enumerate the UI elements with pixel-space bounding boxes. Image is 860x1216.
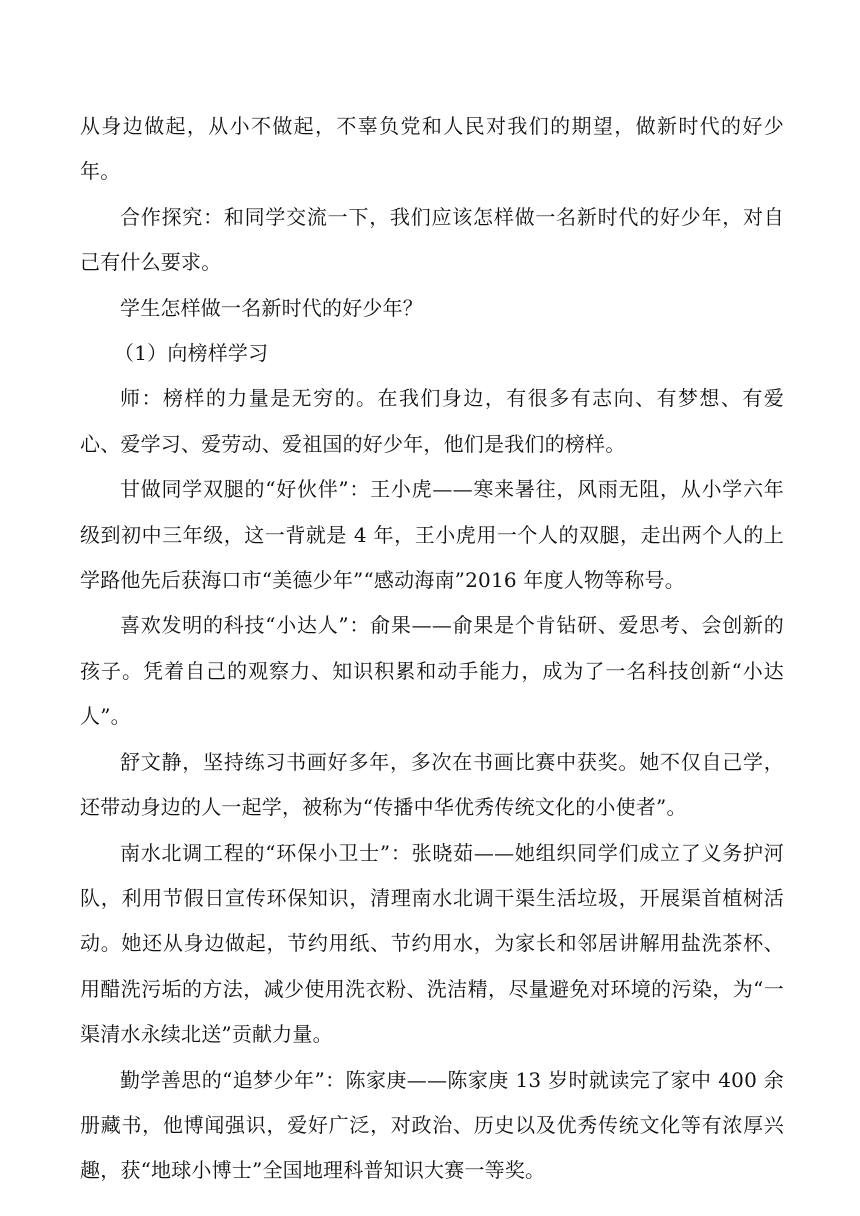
paragraph-teacher: 师：榜样的力量是无穷的。在我们身边，有很多有志向、有梦想、有爱心、爱学习、爱劳动、爱祖国的好少年，他们是我们的榜样。 [80,386,784,456]
paragraph-chen-jiageng: 勤学善思的“追梦少年”：陈家庚——陈家庚 13 岁时就读完了家中 400 余册藏书，他博闻强识，爱好广泛，对政治、历史以及优秀传统文化等有浓厚兴趣，获“地球小博士”全国地理科普知识大赛一等奖。 [80,1067,784,1183]
paragraph-shu-wenjing: 舒文静，坚持练习书画好多年，多次在书画比赛中获奖。她不仅自己学，还带动身边的人一起学，被称为“传播中华优秀传统文化的小使者”。 [80,749,784,820]
paragraph-wang-xiaohu: 甘做同学双腿的“好伙伴”：王小虎——寒来暑往，风雨无阻，从小学六年级到初中三年级，这一背就是 4 年，王小虎用一个人的双腿，走出两个人的上学路他先后获海口市“美德少年”“感动海南”2016 年度人物等称号。 [80,477,784,593]
paragraph-cooperative-inquiry: 合作探究：和同学交流一下，我们应该怎样做一名新时代的好少年，对自己有什么要求。 [80,204,784,275]
paragraph-continuation: 从身边做起，从小不做起，不辜负党和人民对我们的期望，做新时代的好少年。 [80,114,784,184]
paragraph-zhang-xiaoru: 南水北调工程的“环保小卫士”：张晓茹——她组织同学们成立了义务护河队，利用节假日宣传环保知识，清理南水北调干渠生活垃圾，开展渠首植树活动。她还从身边做起，节约用纸、节约用水，为家长和邻居讲解用盐洗茶杯、用醋洗污垢的方法，减少使用洗衣粉、洗洁精，尽量避免对环境的污染，为“一渠清水永续北送”贡献力量。 [80,840,784,1047]
section-heading-learn-from-role-models: （1）向榜样学习 [114,341,269,366]
paragraph-yu-guo: 喜欢发明的科技“小达人”：俞果——俞果是个肯钻研、爱思考、会创新的孩子。凭着自己的观察力、知识积累和动手能力，成为了一名科技创新“小达人”。 [80,613,784,729]
paragraph-question: 学生怎样做一名新时代的好少年？ [120,295,423,320]
document-body [80,104,784,1194]
